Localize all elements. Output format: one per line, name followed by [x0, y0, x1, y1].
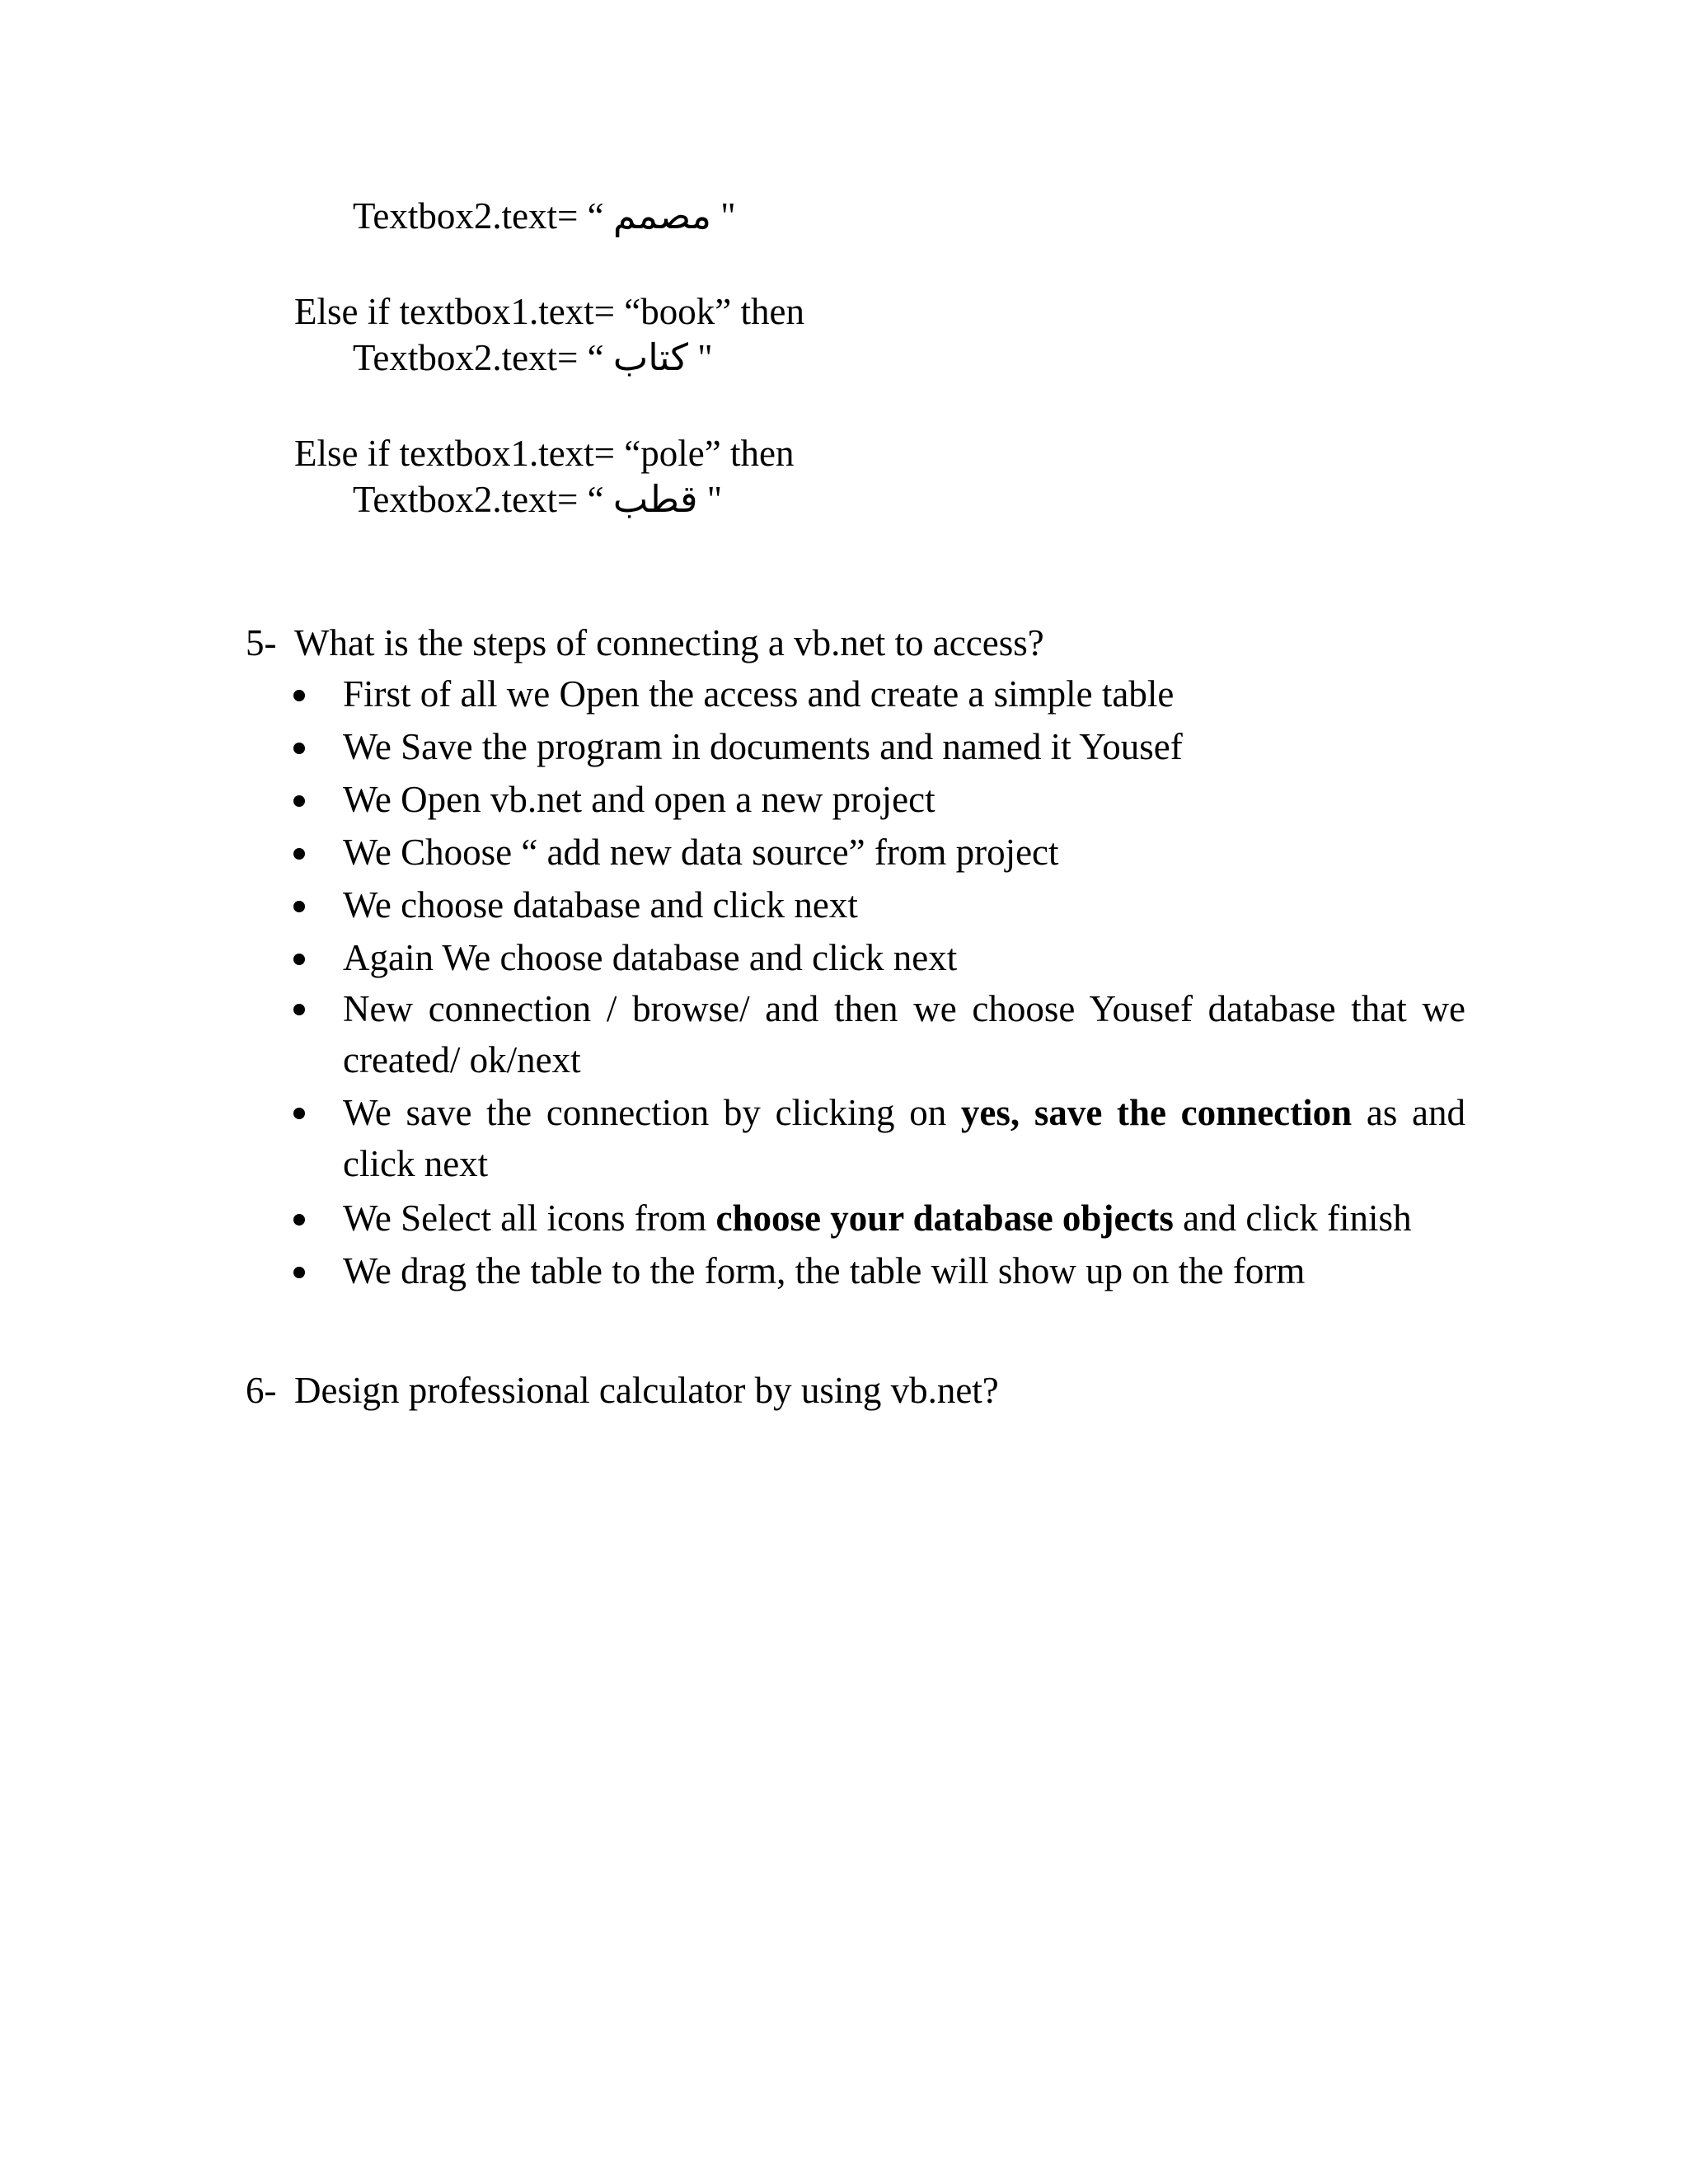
list-item-text: First of all we Open the access and create a simple table [343, 673, 1175, 715]
bullet-icon [293, 743, 305, 754]
bullet-icon [293, 1004, 305, 1015]
bullet-icon [293, 848, 305, 860]
list-item-text: We Open vb.net and open a new project [343, 779, 935, 820]
question-5-number: 5- [246, 622, 277, 663]
code-line-3 [353, 337, 713, 378]
code-line-1-prefix: Textbox2.text= “ [353, 195, 613, 237]
code-line-3-suffix: " [687, 337, 713, 378]
bullet-icon [293, 954, 305, 965]
code-line-5 [353, 481, 722, 518]
code-line-5-prefix: Textbox2.text= “ [353, 479, 613, 520]
bullet-icon [293, 1267, 305, 1278]
list-item-text: We Save the program in documents and named it Yousef [343, 726, 1183, 767]
list-item-text-pre: We save the connection by clicking on [343, 1092, 961, 1133]
bullet-icon [293, 1108, 305, 1119]
code-line-3-arabic: كتاب [612, 337, 688, 378]
list-item-text-bold: choose your database objects [715, 1197, 1174, 1239]
code-line-5-suffix: " [697, 479, 723, 520]
question-6-text: Design professional calculator by using vb.net? [294, 1370, 999, 1411]
code-line-4: Else if textbox1.text= “pole” then [294, 433, 795, 474]
code-line-1 [353, 195, 736, 237]
code-line-3-prefix: Textbox2.text= “ [353, 337, 613, 378]
code-line-5-arabic: قطب [612, 479, 698, 520]
bullet-icon [293, 1214, 305, 1226]
bullet-icon [293, 901, 305, 912]
list-item-text: We drag the table to the form, the table will show up on the form [343, 1250, 1306, 1291]
list-item-text: Again We choose database and click next [343, 937, 958, 978]
code-line-1-suffix: " [711, 195, 736, 237]
bullet-icon [293, 795, 305, 807]
list-item-text-post: and click finish [1173, 1197, 1412, 1239]
list-item-text: New connection / browse/ and then we choose Yousef database that we created/ ok/next [343, 988, 1465, 1080]
list-item-text-post: as and click next [343, 1092, 1465, 1184]
code-line-2: Else if textbox1.text= “book” then [294, 291, 804, 332]
list-item-text: We Choose “ add new data source” from project [343, 832, 1059, 873]
list-item-text-bold: yes, save the connection [960, 1092, 1353, 1133]
list-item-text [343, 1197, 1465, 1239]
question-6-number: 6- [246, 1370, 277, 1411]
question-5-text: What is the steps of connecting a vb.net to access? [294, 622, 1044, 663]
list-item-text-pre: We Select all icons from [343, 1197, 716, 1239]
list-item-text [343, 1087, 1465, 1189]
list-item-text: We choose database and click next [343, 884, 858, 926]
bullet-icon [293, 690, 305, 701]
code-line-1-arabic: مصمم [612, 195, 711, 237]
